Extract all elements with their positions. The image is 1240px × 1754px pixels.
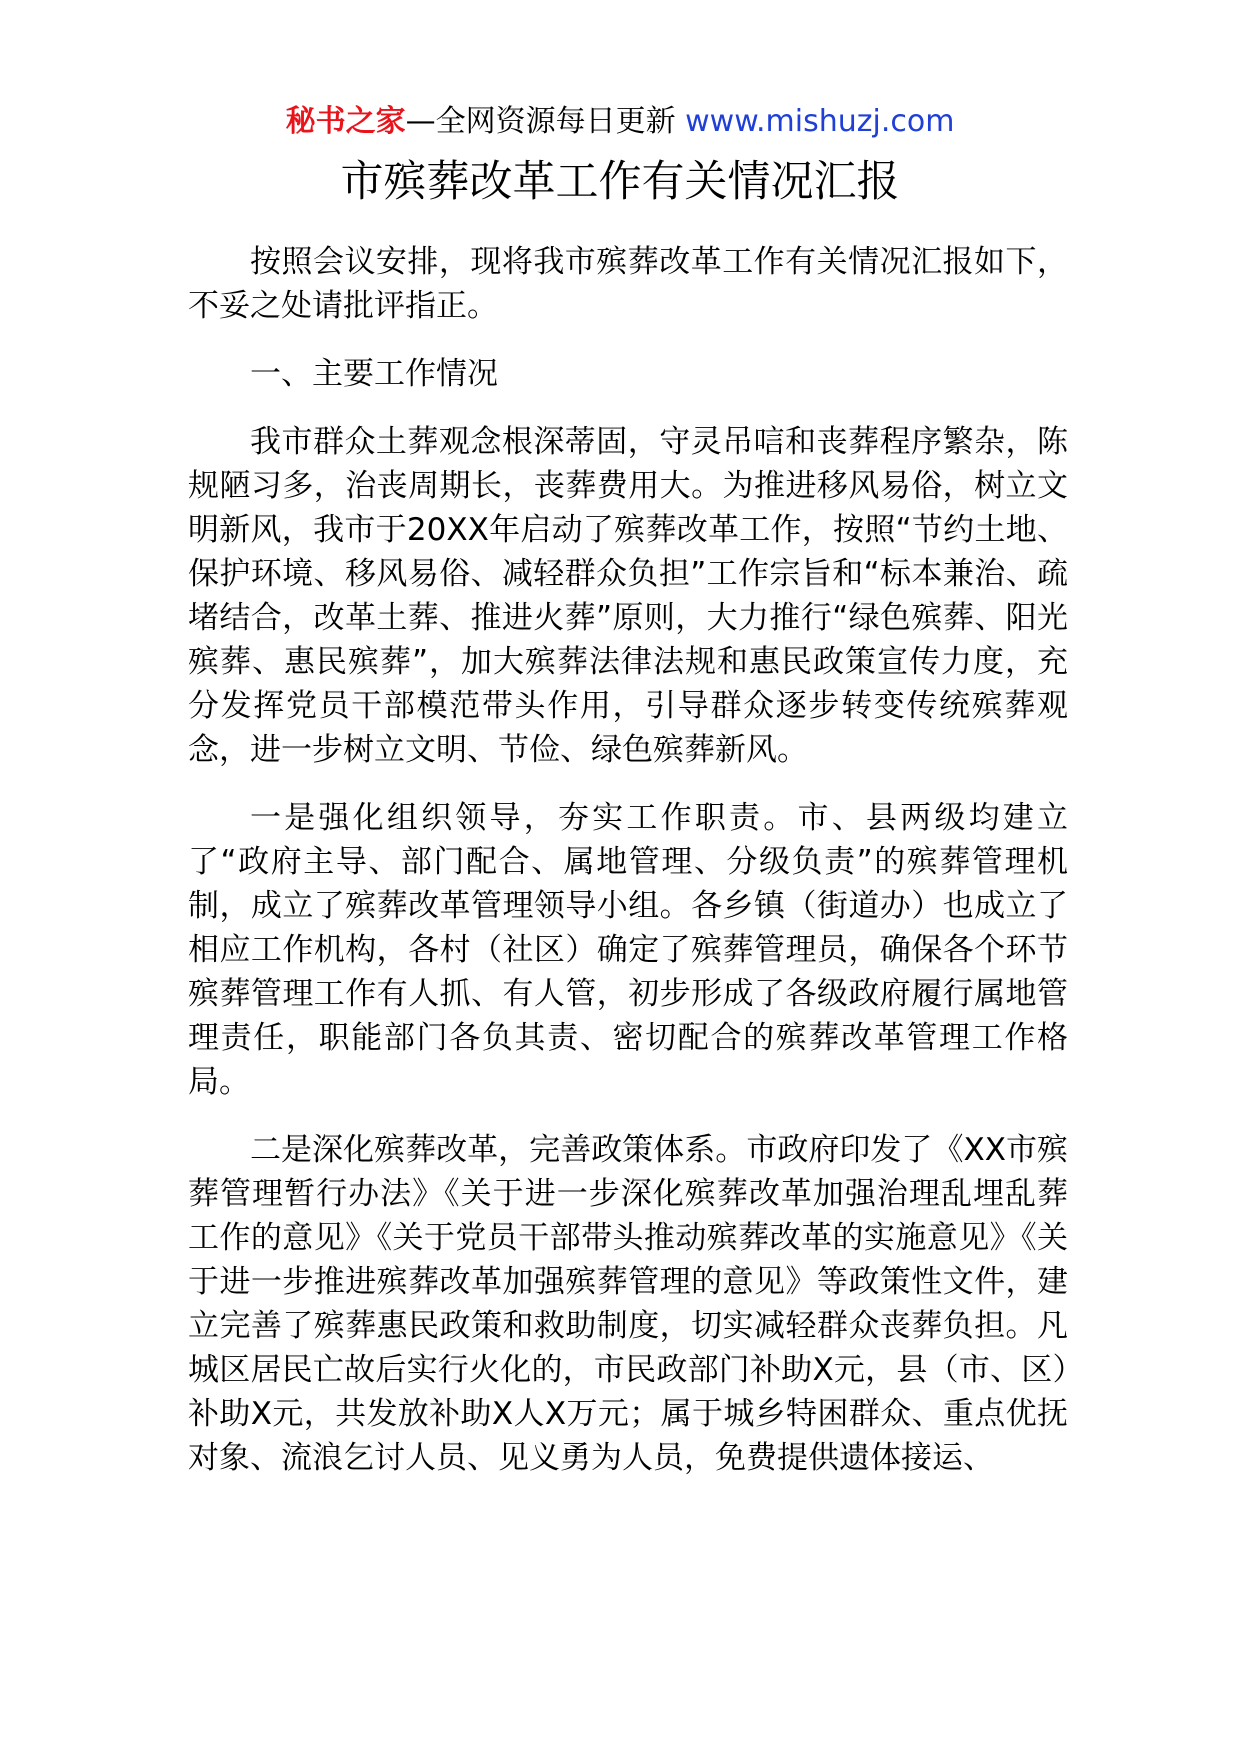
- document-body: [188, 240, 1068, 1504]
- watermark-header: [0, 100, 1240, 144]
- intro-paragraph: 按照会议安排，现将我市殡葬改革工作有关情况汇报如下，不妥之处请批评指正。: [188, 244, 1068, 324]
- organization-paragraph: 一是强化组织领导，夯实工作职责。市、县两级均建立了“政府主导、部门配合、属地管理、分级负责”的殡葬管理机制，成立了殡葬改革管理领导小组。各乡镇（街道办）也成立了相应工作机构，各村（社区）确定了殡葬管理员，确保各个环节殡葬管理工作有人抓、有人管，初步形成了各级政府履行属地管理责任，职能部门各负其责、密切配合的殡葬改革管理工作格局。: [188, 800, 1068, 1100]
- site-url-link[interactable]: www.mishuzj.com: [685, 104, 955, 139]
- brand-name: 秘书之家: [285, 104, 406, 139]
- background-paragraph: 我市群众土葬观念根深蒂固，守灵吊唁和丧葬程序繁杂，陈规陋习多，治丧周期长，丧葬费用大。为推进移风易俗，树立文明新风，我市于20XX年启动了殡葬改革工作，按照“节约土地、保护环境、移风易俗、减轻群众负担”工作宗旨和“标本兼治、疏堵结合，改革土葬、推进火葬”原则，大力推行“绿色殡葬、阳光殡葬、惠民殡葬”，加大殡葬法律法规和惠民政策宣传力度，充分发挥党员干部模范带头作用，引导群众逐步转变传统殡葬观念，进一步树立文明、节俭、绿色殡葬新风。: [188, 424, 1068, 768]
- policy-paragraph: 二是深化殡葬改革，完善政策体系。市政府印发了《XX市殡葬管理暂行办法》《关于进一步深化殡葬改革加强治理乱埋乱葬工作的意见》《关于党员干部带头推动殡葬改革的实施意见》《关于进一步推进殡葬改革加强殡葬管理的意见》等政策性文件，建立完善了殡葬惠民政策和救助制度，切实减轻群众丧葬负担。凡城区居民亡故后实行火化的，市民政部门补助X元，县（市、区）补助X元，共发放补助X人X万元；属于城乡特困群众、重点优抚对象、流浪乞讨人员、见义勇为人员，免费提供遗体接运、: [188, 1132, 1068, 1476]
- document-title: 市殡葬改革工作有关情况汇报: [340, 157, 900, 207]
- section-heading: 一、主要工作情况: [250, 356, 498, 392]
- header-tagline: —全网资源每日更新: [405, 104, 686, 139]
